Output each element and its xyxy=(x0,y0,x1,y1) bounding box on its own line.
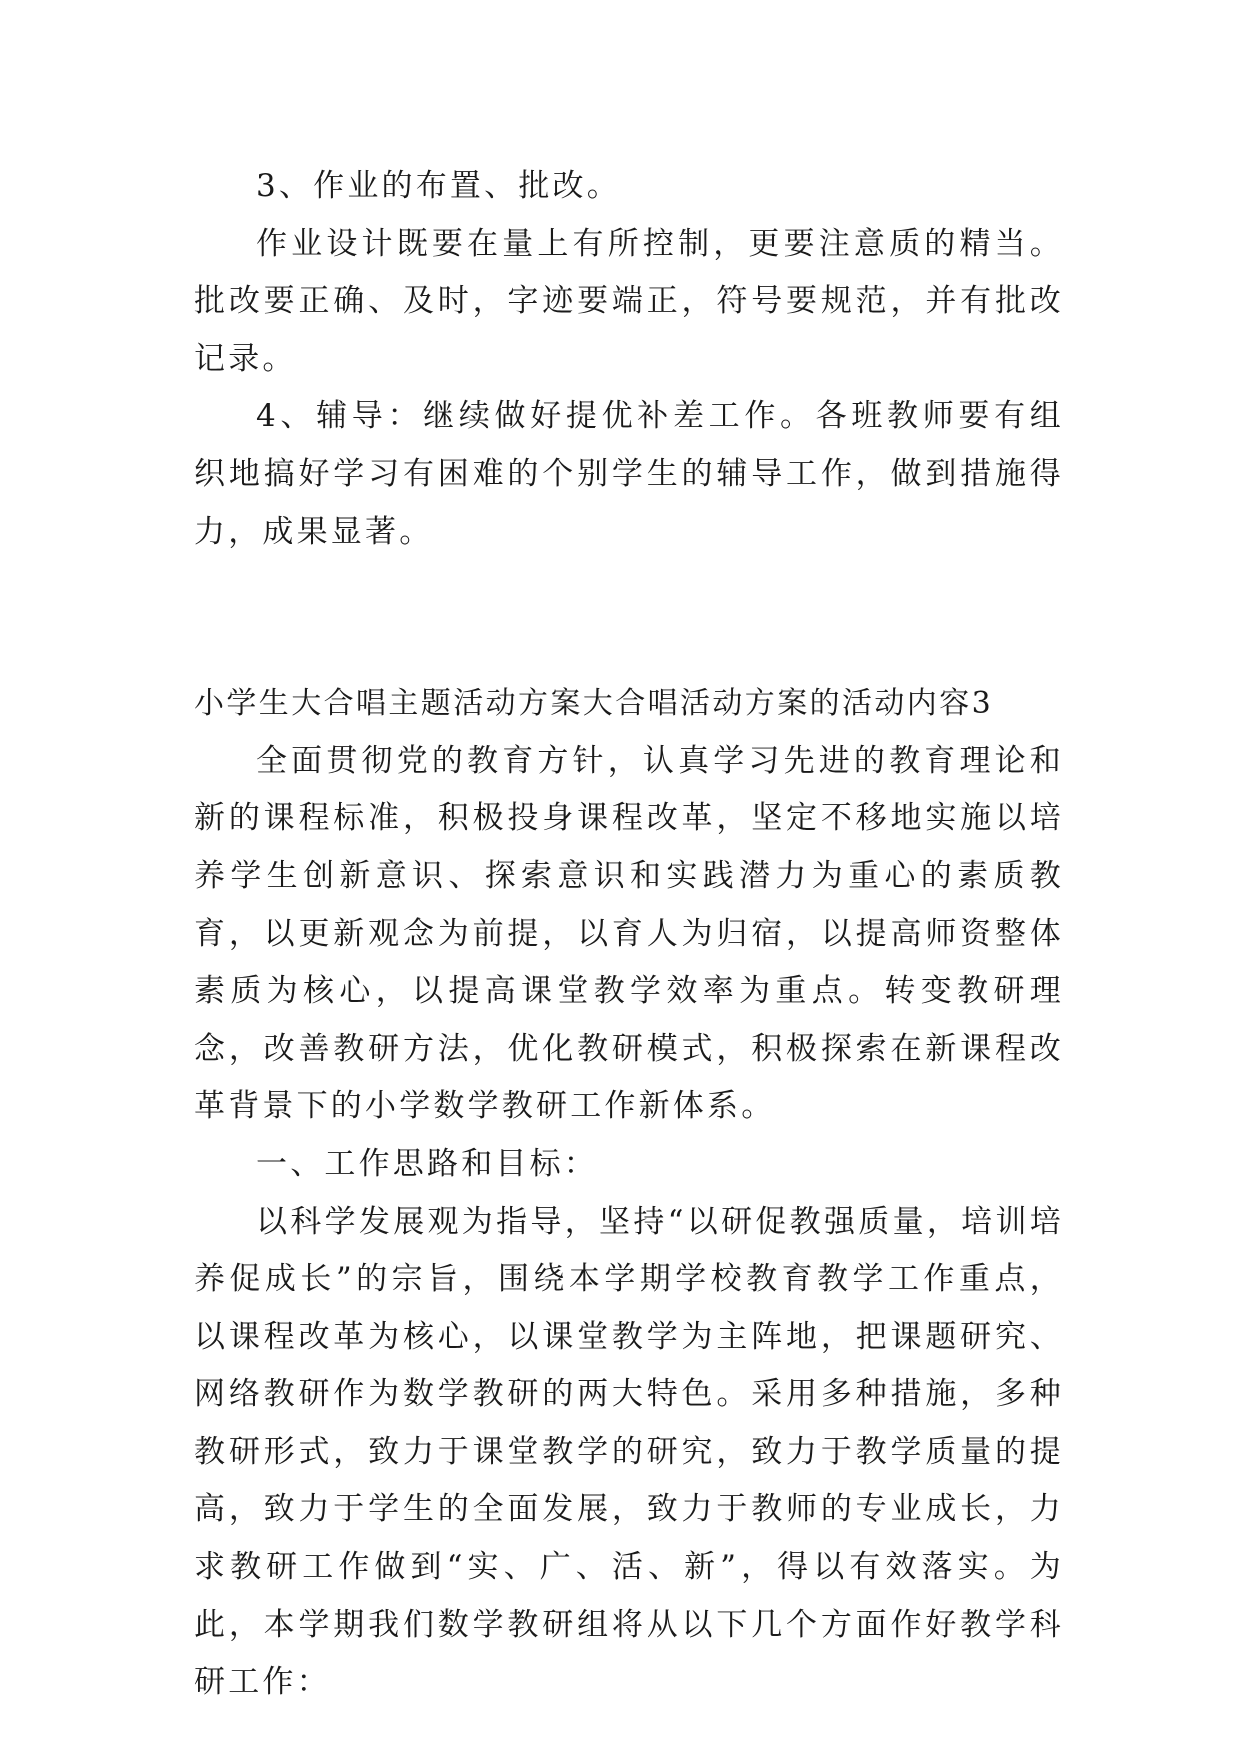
document-body xyxy=(194,158,1064,1712)
section-title: 小学生大合唱主题活动方案大合唱活动方案的活动内容3 xyxy=(194,686,994,722)
section-spacer xyxy=(194,561,1064,675)
paragraph-homework-heading: 3、作业的布置、批改。 xyxy=(256,168,621,204)
paragraph-tutoring: 4、辅导：继续做好提优补差工作。各班教师要有组织地搞好学习有困难的个别学生的辅导工作，做到措施得力，成果显著。 xyxy=(194,398,1064,550)
paragraph-work-ideas-heading: 一、工作思路和目标： xyxy=(256,1145,598,1182)
paragraph-homework-design: 作业设计既要在量上有所控制，更要注意质的精当。批改要正确、及时，字迹要端正，符号要规范，并有批改记录。 xyxy=(194,225,1064,377)
paragraph-work-ideas-body: 以科学发展观为指导，坚持“以研促教强质量，培训培养促成长”的宗旨，围绕本学期学校教育教学工作重点，以课程改革为核心，以课堂教学为主阵地，把课题研究、网络教研作为数学教研的两大特色。采用多种措施，多种教研形式，致力于课堂教学的研究，致力于教学质量的提高，致力于学生的全面发展，致力于教师的专业成长，力求教研工作做到“实、广、活、新”，得以有效落实。为此，本学期我们数学教研组将从以下几个方面作好教学科研工作： xyxy=(194,1203,1064,1701)
paragraph-guiding-policy: 全面贯彻党的教育方针，认真学习先进的教育理论和新的课程标准，积极投身课程改革，坚定不移地实施以培养学生创新意识、探索意识和实践潜力为重心的素质教育，以更新观念为前提，以育人为归宿，以提高师资整体素质为核心，以提高课堂教学效率为重点。转变教研理念，改善教研方法，优化教研模式，积极探索在新课程改革背景下的小学数学教研工作新体系。 xyxy=(194,742,1064,1125)
